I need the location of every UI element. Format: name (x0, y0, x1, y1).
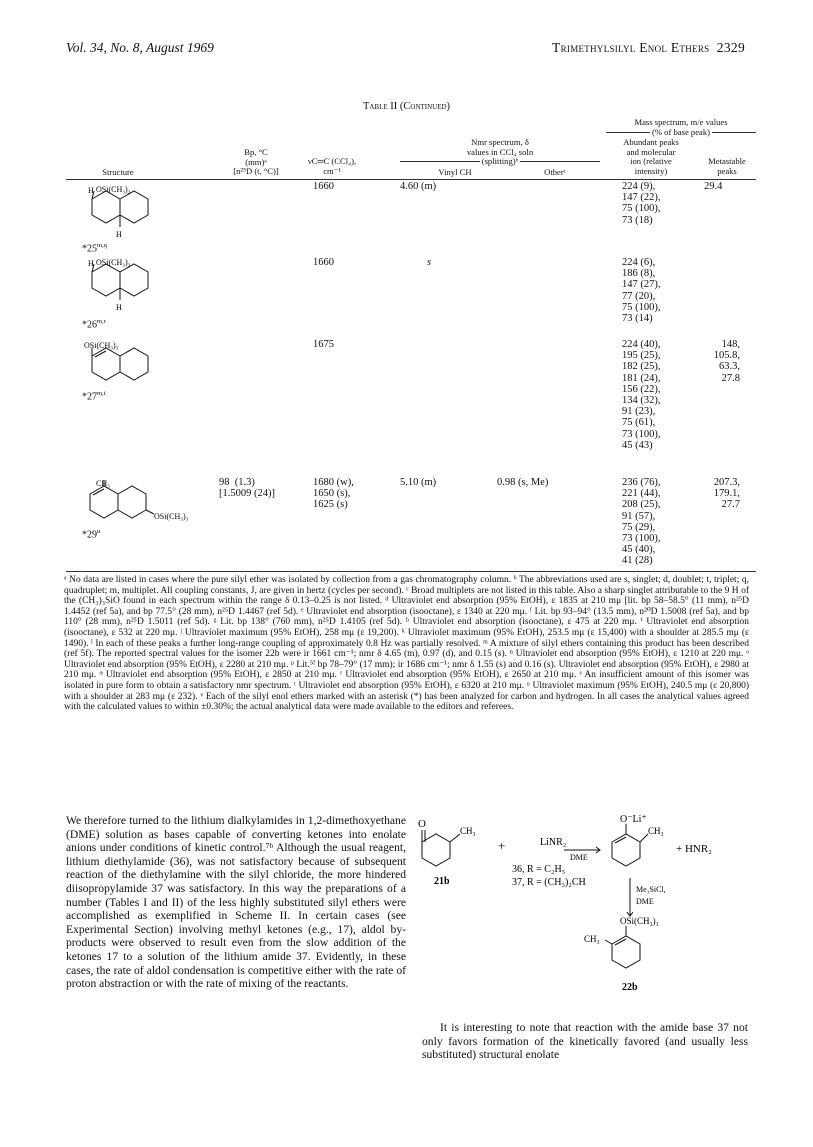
compound-label: *26$^{m,r}$ (82, 318, 106, 331)
byproduct: + HNR₂ (676, 843, 713, 855)
col-other: Otherᶜ (544, 167, 566, 177)
ir-value: 1675 (313, 339, 334, 350)
running-header-left: Vol. 34, No. 8, August 1969 (66, 40, 214, 55)
ch3-label: CH₃ (96, 479, 110, 488)
compound-label: *29$^u$ (82, 528, 101, 541)
mass-values: 224 (9), 147 (22), 75 (100), 73 (18) (622, 181, 661, 226)
enolate-oli: O⁻Li⁺ (620, 814, 647, 825)
col-structure: Structure (102, 167, 134, 177)
compound-label: *27$^{m,t}$ (82, 390, 106, 403)
osi-label: OSi(CH₃)₃ (96, 185, 131, 194)
col-nmr: Nmr spectrum, δ values in CCl₄ soln (splitting)ᵇ (400, 138, 600, 167)
table-caption: Table II (Continued) (362, 101, 451, 112)
reaction-scheme (412, 812, 762, 1012)
h-top-label: H (88, 186, 94, 195)
label-21b: 21b (434, 876, 450, 887)
osi-label: OSi(CH₃)₃ (154, 512, 189, 521)
h-bottom-label: H (116, 230, 122, 239)
plus-sign: + (498, 838, 506, 853)
osi-label: OSi(CH₃)₃ (84, 341, 119, 350)
table-bottom-rule (66, 571, 756, 572)
reagent-37: 37, R = (CH₃)₂CH (512, 877, 586, 888)
body-paragraph-left: We therefore turned to the lithium dialkylamides in 1,2-dimethoxyethane (DME) solution as bases capable of converting ketones into enolate anions under conditions of kinetic control.⁷ᵇ Although the usual reagent, lithium diethylamide (36), was not satisfactory because of subsequent reaction of the diethylamine with the silyl chloride, the more hindered diisopropylamide 37 was satisfactory. In this way the preparations of a number (Tables I and II) of the less highly substituted silyl ethers were accomplished as exemplified in Scheme II. In certain cases (see Experimental Section) involving methyl ketones (e.g., 17), aldol by-products were observed to result even from the slow addition of the ketones 17 to a solution of the lithium amide 37. Evidently, in these cases, the rate of aldol condensation is competitive either with the rate of proton abstraction or with the rate of mixing of the reactants. (66, 814, 406, 991)
final-osi: OSi(CH₃)₃ (620, 916, 659, 926)
body-paragraph-right: It is interesting to note that reaction with the amide base 37 not only favors formation of the kinetically favored (and usually less substituted) structural enolate (422, 1021, 748, 1062)
header-rule (66, 179, 756, 180)
metastable-values: 29.4 (704, 181, 723, 192)
col-bp: Bp, °C (mm)ᵃ [n²⁵D (t, °C)] (233, 147, 279, 176)
ketone-oxygen: O (418, 818, 426, 830)
running-title: Trimethylsilyl Enol Ethers (552, 40, 710, 55)
final-ch3: CH₃ (584, 934, 600, 944)
compound-label: *25$^{m,q}$ (82, 242, 107, 255)
ketone-ch3: CH₃ (460, 826, 476, 836)
vinyl-value: 4.60 (m) (400, 181, 437, 192)
other-value: 0.98 (s, Me) (497, 477, 549, 488)
vinyl-value: 5.10 (m) (400, 477, 437, 488)
col-vinyl: Vinyl CH (438, 167, 472, 177)
col-mass-title: Mass spectrum, m/e values (% of base peak) (606, 118, 756, 137)
reagent-36: 36, R = C₂H₅ (512, 864, 566, 875)
step2-reagent: Me₃SiCl, (636, 885, 666, 894)
running-header-right (552, 40, 745, 56)
h-bottom-label: H (116, 303, 122, 312)
step2-solvent: DME (636, 897, 654, 906)
mass-values: 236 (76), 221 (44), 208 (25), 91 (57), 75 (29), 73 (100), 45 (40), 41 (28) (622, 477, 661, 567)
osi-label: OSi(CH₃)₃ (96, 258, 131, 267)
col-ir: νC═C (CCl₄), cm⁻¹ (307, 156, 357, 176)
ir-values: 1680 (w), 1650 (s), 1625 (s) (313, 477, 354, 511)
mass-values: 224 (6), 186 (8), 147 (27), 77 (20), 75 (100), 73 (14) (622, 257, 661, 325)
ir-value: 1660 (313, 181, 334, 192)
page-number: 2329 (716, 40, 745, 55)
enolate-ch3: CH₃ (648, 826, 664, 836)
ir-value: 1660 (313, 257, 334, 268)
metastable-values: 148, 105.8, 63.3, 27.8 (713, 339, 740, 384)
metastable-values: 207.3, 179.1, 27.7 (713, 477, 740, 511)
col-mass-sub: Abundant peaks and molecular ion (relative intensity) (623, 137, 679, 176)
h-top-label: H (88, 259, 94, 268)
mass-values: 224 (40), 195 (25), 182 (25), 181 (24), 156 (22), 134 (32), 91 (23), 75 (61), 73 (100), 45 (43) (622, 339, 661, 451)
solvent: DME (570, 853, 588, 862)
bp-values: 98 (1.3) [1.5009 (24)] (219, 477, 275, 500)
reagent: LiNR₂ (540, 837, 567, 848)
table-footnotes: ᵃ No data are listed in cases where the pure silyl ether was isolated by collection from a gas chromatography column. ᵇ The abbreviations used are s, singlet; d, doublet; t, triplet; q, quadruplet; m, multiplet. All coupling constants, J, are given in hertz (cycles per second). ᶜ Broad multiplets are not listed in this table. Also a sharp singlet attributable to the 9 H of the (CH₃)₃SiO found in each spectrum within the range δ 0.13–0.25 is not listed. ᵈ Ultraviolet end absorption (95% EtOH), ε 1835 at 210 mμ [lit. bp 58–58.5° (11 mm), n²⁵D 1.4452 (ref 5a), and bp 77.5° (28 mm), n²⁵D 1.4467 (ref 5d). ᵉ Ultraviolet end absorption (isooctane), ε 1340 at 220 mμ. ᶠ Lit. bp 93–94° (13.5 mm), n²⁰D 1.5008 (ref 5a), and bp 110° (28 mm), n²⁵D 1.5011 (ref 5d). ᵍ Lit. bp 138° (760 mm), n²⁵D 1.4105 (ref 5d). ʰ Ultraviolet end absorption (isooctane), ε 475 at 220 mμ. ⁱ Ultraviolet end absorption (isooctane), ε 532 at 220 mμ. ʲ Ultraviolet maximum (95% EtOH), 258 mμ (ε 19,200). ᵏ Ultraviolet maximum (95% EtOH), 253.5 mμ (ε 15,400) with a shoulder at 285.5 mμ (ε 1490). ˡ In each of these peaks a further long-range coupling of approximately 0.8 Hz was partially resolved. ᵐ A mixture of silyl ethers containing this product has been described (ref 5f). The reported spectral values for the isomer 22b were ir 1661 cm⁻¹; nmr δ 4.65 (m), 0.97 (d), and 0.15 (s). ⁿ Ultraviolet end absorption (95% EtOH), ε 1210 at 220 mμ. ᵒ Ultraviolet end absorption (95% EtOH), ε 2280 at 210 mμ. ᵖ Lit.⁵ᶠ bp 78–79° (17 mm); ir 1686 cm⁻¹; nmr δ 1.55 (s) and 0.16 (s). Ultraviolet end absorption (95% EtOH), ε 2980 at 210 mμ. ᵠ Ultraviolet end absorption (95% EtOH), ε 2850 at 210 mμ. ʳ Ultraviolet end absorption (95% EtOH), ε 2650 at 210 mμ. ˢ An insufficient amount of this isomer was isolated in pure form to obtain a satisfactory nmr spectrum. ᵗ Ultraviolet end absorption (95% EtOH), ε 6320 at 210 mμ. ᵘ Ultraviolet maximum (95% EtOH), 240.5 mμ (ε 20,800) with a shoulder at 283 mμ (ε 232). ᵛ Each of the silyl enol ethers marked with an asterisk (*) has been analyzed for carbon and hydrogen. In all cases the analytical values agreed with the calculated values to within ±0.30%; the actual analytical data were made available to the editors and referees. (64, 575, 749, 713)
vinyl-value: s (427, 257, 432, 268)
label-22b: 22b (622, 982, 638, 993)
col-metastable: Metastable peaks (708, 156, 746, 176)
